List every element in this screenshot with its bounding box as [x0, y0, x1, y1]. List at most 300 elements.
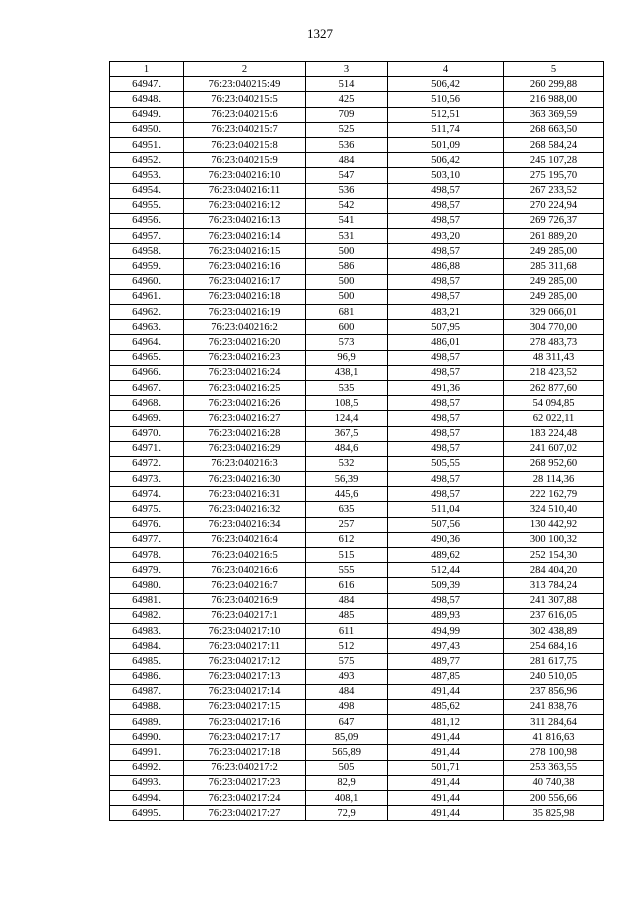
cadastral-number-cell: 76:23:040217:27 — [184, 806, 306, 821]
rate-cell: 491,44 — [388, 806, 504, 821]
value-cell: 40 740,38 — [504, 775, 604, 790]
cadastral-number-cell: 76:23:040216:24 — [184, 365, 306, 380]
cadastral-number-cell: 76:23:040216:5 — [184, 548, 306, 563]
table-row — [110, 107, 604, 122]
area-cell: 56,39 — [306, 472, 388, 487]
rate-cell: 498,57 — [388, 365, 504, 380]
cadastral-number-cell: 76:23:040217:17 — [184, 730, 306, 745]
area-cell: 611 — [306, 623, 388, 638]
area-cell: 512 — [306, 639, 388, 654]
column-header: 2 — [184, 62, 306, 77]
area-cell: 408,1 — [306, 791, 388, 806]
area-cell: 525 — [306, 122, 388, 137]
rate-cell: 507,56 — [388, 517, 504, 532]
rate-cell: 498,57 — [388, 396, 504, 411]
rate-cell: 498,57 — [388, 472, 504, 487]
area-cell: 505 — [306, 760, 388, 775]
rate-cell: 498,57 — [388, 183, 504, 198]
row-number-cell: 64960. — [110, 274, 184, 289]
value-cell: 41 816,63 — [504, 730, 604, 745]
table-row — [110, 244, 604, 259]
rate-cell: 483,21 — [388, 305, 504, 320]
value-cell: 278 100,98 — [504, 745, 604, 760]
cadastral-number-cell: 76:23:040216:6 — [184, 563, 306, 578]
value-cell: 261 889,20 — [504, 229, 604, 244]
table-row — [110, 456, 604, 471]
rate-cell: 511,74 — [388, 122, 504, 137]
table-row — [110, 760, 604, 775]
area-cell: 493 — [306, 669, 388, 684]
rate-cell: 509,39 — [388, 578, 504, 593]
rate-cell: 494,99 — [388, 623, 504, 638]
rate-cell: 498,57 — [388, 213, 504, 228]
value-cell: 249 285,00 — [504, 244, 604, 259]
area-cell: 709 — [306, 107, 388, 122]
area-cell: 108,5 — [306, 396, 388, 411]
column-header: 4 — [388, 62, 504, 77]
table-row — [110, 92, 604, 107]
rate-cell: 498,57 — [388, 593, 504, 608]
value-cell: 329 066,01 — [504, 305, 604, 320]
table-row — [110, 426, 604, 441]
area-cell: 72,9 — [306, 806, 388, 821]
column-header: 3 — [306, 62, 388, 77]
rate-cell: 505,55 — [388, 456, 504, 471]
value-cell: 216 988,00 — [504, 92, 604, 107]
value-cell: 268 663,50 — [504, 122, 604, 137]
area-cell: 531 — [306, 229, 388, 244]
value-cell: 254 684,16 — [504, 639, 604, 654]
row-number-cell: 64975. — [110, 502, 184, 517]
cadastral-number-cell: 76:23:040217:24 — [184, 791, 306, 806]
table-row — [110, 623, 604, 638]
table-row — [110, 472, 604, 487]
rate-cell: 491,44 — [388, 730, 504, 745]
value-cell: 240 510,05 — [504, 669, 604, 684]
value-cell: 284 404,20 — [504, 563, 604, 578]
row-number-cell: 64958. — [110, 244, 184, 259]
area-cell: 547 — [306, 168, 388, 183]
table-row — [110, 213, 604, 228]
cadastral-number-cell: 76:23:040216:34 — [184, 517, 306, 532]
table-row — [110, 77, 604, 92]
cadastral-number-cell: 76:23:040216:15 — [184, 244, 306, 259]
area-cell: 565,89 — [306, 745, 388, 760]
value-cell: 245 107,28 — [504, 153, 604, 168]
row-number-cell: 64970. — [110, 426, 184, 441]
area-cell: 257 — [306, 517, 388, 532]
data-table — [109, 61, 604, 821]
area-cell: 484,6 — [306, 441, 388, 456]
rate-cell: 498,57 — [388, 244, 504, 259]
page-number: 1327 — [307, 26, 333, 41]
row-number-cell: 64982. — [110, 608, 184, 623]
row-number-cell: 64987. — [110, 684, 184, 699]
rate-cell: 491,44 — [388, 745, 504, 760]
rate-cell: 490,36 — [388, 532, 504, 547]
cadastral-number-cell: 76:23:040215:7 — [184, 122, 306, 137]
cadastral-number-cell: 76:23:040216:19 — [184, 305, 306, 320]
area-cell: 500 — [306, 289, 388, 304]
table-row — [110, 259, 604, 274]
area-cell: 536 — [306, 137, 388, 152]
column-header: 5 — [504, 62, 604, 77]
cadastral-number-cell: 76:23:040215:49 — [184, 77, 306, 92]
cadastral-number-cell: 76:23:040216:30 — [184, 472, 306, 487]
row-number-cell: 64947. — [110, 77, 184, 92]
rate-cell: 503,10 — [388, 168, 504, 183]
table-row — [110, 715, 604, 730]
rate-cell: 491,36 — [388, 380, 504, 395]
table-row — [110, 745, 604, 760]
row-number-cell: 64952. — [110, 153, 184, 168]
rate-cell: 498,57 — [388, 274, 504, 289]
table-row — [110, 608, 604, 623]
cadastral-number-cell: 76:23:040217:11 — [184, 639, 306, 654]
cadastral-number-cell: 76:23:040216:7 — [184, 578, 306, 593]
value-cell: 278 483,73 — [504, 335, 604, 350]
value-cell: 252 154,30 — [504, 548, 604, 563]
area-cell: 96,9 — [306, 350, 388, 365]
table-row — [110, 517, 604, 532]
cadastral-number-cell: 76:23:040217:16 — [184, 715, 306, 730]
area-cell: 612 — [306, 532, 388, 547]
area-cell: 500 — [306, 244, 388, 259]
area-cell: 573 — [306, 335, 388, 350]
row-number-cell: 64961. — [110, 289, 184, 304]
row-number-cell: 64953. — [110, 168, 184, 183]
cadastral-number-cell: 76:23:040216:10 — [184, 168, 306, 183]
rate-cell: 481,12 — [388, 715, 504, 730]
value-cell: 130 442,92 — [504, 517, 604, 532]
value-cell: 218 423,52 — [504, 365, 604, 380]
row-number-cell: 64965. — [110, 350, 184, 365]
row-number-cell: 64983. — [110, 623, 184, 638]
table-row — [110, 411, 604, 426]
table-row — [110, 548, 604, 563]
area-cell: 536 — [306, 183, 388, 198]
value-cell: 241 607,02 — [504, 441, 604, 456]
table-row — [110, 365, 604, 380]
row-number-cell: 64990. — [110, 730, 184, 745]
row-number-cell: 64962. — [110, 305, 184, 320]
row-number-cell: 64973. — [110, 472, 184, 487]
rate-cell: 491,44 — [388, 684, 504, 699]
rate-cell: 498,57 — [388, 289, 504, 304]
value-cell: 324 510,40 — [504, 502, 604, 517]
row-number-cell: 64949. — [110, 107, 184, 122]
cadastral-number-cell: 76:23:040217:23 — [184, 775, 306, 790]
table-row — [110, 487, 604, 502]
row-number-cell: 64954. — [110, 183, 184, 198]
table-row — [110, 669, 604, 684]
row-number-cell: 64989. — [110, 715, 184, 730]
area-cell: 635 — [306, 502, 388, 517]
table-row — [110, 274, 604, 289]
area-cell: 600 — [306, 320, 388, 335]
cadastral-number-cell: 76:23:040216:14 — [184, 229, 306, 244]
row-number-cell: 64959. — [110, 259, 184, 274]
value-cell: 249 285,00 — [504, 274, 604, 289]
rate-cell: 507,95 — [388, 320, 504, 335]
rate-cell: 498,57 — [388, 426, 504, 441]
cadastral-number-cell: 76:23:040216:17 — [184, 274, 306, 289]
row-number-cell: 64986. — [110, 669, 184, 684]
value-cell: 300 100,32 — [504, 532, 604, 547]
area-cell: 681 — [306, 305, 388, 320]
value-cell: 260 299,88 — [504, 77, 604, 92]
table-row — [110, 699, 604, 714]
area-cell: 575 — [306, 654, 388, 669]
rate-cell: 491,44 — [388, 791, 504, 806]
value-cell: 270 224,94 — [504, 198, 604, 213]
cadastral-number-cell: 76:23:040216:23 — [184, 350, 306, 365]
value-cell: 304 770,00 — [504, 320, 604, 335]
area-cell: 542 — [306, 198, 388, 213]
cadastral-number-cell: 76:23:040216:20 — [184, 335, 306, 350]
rate-cell: 497,43 — [388, 639, 504, 654]
table-row — [110, 730, 604, 745]
table-row — [110, 122, 604, 137]
area-cell: 514 — [306, 77, 388, 92]
area-cell: 532 — [306, 456, 388, 471]
value-cell: 281 617,75 — [504, 654, 604, 669]
area-cell: 541 — [306, 213, 388, 228]
cadastral-number-cell: 76:23:040216:11 — [184, 183, 306, 198]
area-cell: 647 — [306, 715, 388, 730]
value-cell: 311 284,64 — [504, 715, 604, 730]
value-cell: 237 856,96 — [504, 684, 604, 699]
area-cell: 484 — [306, 684, 388, 699]
table-row — [110, 791, 604, 806]
row-number-cell: 64977. — [110, 532, 184, 547]
row-number-cell: 64976. — [110, 517, 184, 532]
value-cell: 268 952,60 — [504, 456, 604, 471]
cadastral-number-cell: 76:23:040216:4 — [184, 532, 306, 547]
row-number-cell: 64951. — [110, 137, 184, 152]
table-row — [110, 320, 604, 335]
rate-cell: 510,56 — [388, 92, 504, 107]
rate-cell: 498,57 — [388, 441, 504, 456]
rate-cell: 498,57 — [388, 198, 504, 213]
area-cell: 586 — [306, 259, 388, 274]
cadastral-number-cell: 76:23:040216:26 — [184, 396, 306, 411]
row-number-cell: 64957. — [110, 229, 184, 244]
row-number-cell: 64978. — [110, 548, 184, 563]
row-number-cell: 64969. — [110, 411, 184, 426]
table-row — [110, 684, 604, 699]
area-cell: 555 — [306, 563, 388, 578]
table-row — [110, 806, 604, 821]
row-number-cell: 64984. — [110, 639, 184, 654]
cadastral-number-cell: 76:23:040216:16 — [184, 259, 306, 274]
area-cell: 367,5 — [306, 426, 388, 441]
row-number-cell: 64992. — [110, 760, 184, 775]
cadastral-number-cell: 76:23:040216:27 — [184, 411, 306, 426]
area-cell: 85,09 — [306, 730, 388, 745]
area-cell: 485 — [306, 608, 388, 623]
rate-cell: 506,42 — [388, 77, 504, 92]
cadastral-number-cell: 76:23:040215:6 — [184, 107, 306, 122]
table-row — [110, 593, 604, 608]
rate-cell: 493,20 — [388, 229, 504, 244]
table-row — [110, 198, 604, 213]
table-row — [110, 168, 604, 183]
row-number-cell: 64995. — [110, 806, 184, 821]
rate-cell: 506,42 — [388, 153, 504, 168]
cadastral-number-cell: 76:23:040216:13 — [184, 213, 306, 228]
cadastral-number-cell: 76:23:040216:18 — [184, 289, 306, 304]
cadastral-number-cell: 76:23:040216:28 — [184, 426, 306, 441]
table-row — [110, 639, 604, 654]
value-cell: 241 838,76 — [504, 699, 604, 714]
row-number-cell: 64974. — [110, 487, 184, 502]
value-cell: 268 584,24 — [504, 137, 604, 152]
table-row — [110, 396, 604, 411]
value-cell: 363 369,59 — [504, 107, 604, 122]
row-number-cell: 64985. — [110, 654, 184, 669]
value-cell: 249 285,00 — [504, 289, 604, 304]
rate-cell: 501,71 — [388, 760, 504, 775]
table-row — [110, 350, 604, 365]
area-cell: 445,6 — [306, 487, 388, 502]
table-row — [110, 441, 604, 456]
value-cell: 313 784,24 — [504, 578, 604, 593]
rate-cell: 512,51 — [388, 107, 504, 122]
table-row — [110, 502, 604, 517]
row-number-cell: 64967. — [110, 380, 184, 395]
row-number-cell: 64964. — [110, 335, 184, 350]
rate-cell: 489,77 — [388, 654, 504, 669]
rate-cell: 486,88 — [388, 259, 504, 274]
value-cell: 241 307,88 — [504, 593, 604, 608]
row-number-cell: 64994. — [110, 791, 184, 806]
table-body — [110, 77, 604, 821]
table-row — [110, 654, 604, 669]
table-row — [110, 775, 604, 790]
area-cell: 515 — [306, 548, 388, 563]
area-cell: 438,1 — [306, 365, 388, 380]
cadastral-number-cell: 76:23:040215:9 — [184, 153, 306, 168]
area-cell: 498 — [306, 699, 388, 714]
cadastral-number-cell: 76:23:040217:2 — [184, 760, 306, 775]
area-cell: 616 — [306, 578, 388, 593]
table-row — [110, 183, 604, 198]
cadastral-number-cell: 76:23:040216:25 — [184, 380, 306, 395]
cadastral-number-cell: 76:23:040216:29 — [184, 441, 306, 456]
cadastral-number-cell: 76:23:040217:15 — [184, 699, 306, 714]
row-number-cell: 64972. — [110, 456, 184, 471]
value-cell: 200 556,66 — [504, 791, 604, 806]
area-cell: 124,4 — [306, 411, 388, 426]
row-number-cell: 64981. — [110, 593, 184, 608]
cadastral-number-cell: 76:23:040216:9 — [184, 593, 306, 608]
row-number-cell: 64980. — [110, 578, 184, 593]
row-number-cell: 64988. — [110, 699, 184, 714]
rate-cell: 498,57 — [388, 487, 504, 502]
cadastral-number-cell: 76:23:040216:32 — [184, 502, 306, 517]
table-row — [110, 153, 604, 168]
cadastral-number-cell: 76:23:040217:1 — [184, 608, 306, 623]
value-cell: 269 726,37 — [504, 213, 604, 228]
rate-cell: 485,62 — [388, 699, 504, 714]
row-number-cell: 64993. — [110, 775, 184, 790]
cadastral-number-cell: 76:23:040216:2 — [184, 320, 306, 335]
value-cell: 48 311,43 — [504, 350, 604, 365]
rate-cell: 512,44 — [388, 563, 504, 578]
value-cell: 237 616,05 — [504, 608, 604, 623]
value-cell: 222 162,79 — [504, 487, 604, 502]
rate-cell: 501,09 — [388, 137, 504, 152]
value-cell: 35 825,98 — [504, 806, 604, 821]
table-row — [110, 229, 604, 244]
value-cell: 253 363,55 — [504, 760, 604, 775]
value-cell: 62 022,11 — [504, 411, 604, 426]
value-cell: 54 094,85 — [504, 396, 604, 411]
area-cell: 535 — [306, 380, 388, 395]
rate-cell: 511,04 — [388, 502, 504, 517]
cadastral-number-cell: 76:23:040217:12 — [184, 654, 306, 669]
value-cell: 267 233,52 — [504, 183, 604, 198]
row-number-cell: 64956. — [110, 213, 184, 228]
table-row — [110, 380, 604, 395]
table-row — [110, 578, 604, 593]
row-number-cell: 64966. — [110, 365, 184, 380]
cadastral-number-cell: 76:23:040215:8 — [184, 137, 306, 152]
rate-cell: 489,93 — [388, 608, 504, 623]
area-cell: 425 — [306, 92, 388, 107]
area-cell: 82,9 — [306, 775, 388, 790]
value-cell: 285 311,68 — [504, 259, 604, 274]
table-header-row — [110, 62, 604, 77]
cadastral-number-cell: 76:23:040215:5 — [184, 92, 306, 107]
cadastral-number-cell: 76:23:040216:3 — [184, 456, 306, 471]
table-row — [110, 137, 604, 152]
table-row — [110, 289, 604, 304]
area-cell: 484 — [306, 153, 388, 168]
cadastral-number-cell: 76:23:040216:31 — [184, 487, 306, 502]
table-row — [110, 563, 604, 578]
table-row — [110, 335, 604, 350]
rate-cell: 498,57 — [388, 411, 504, 426]
rate-cell: 491,44 — [388, 775, 504, 790]
value-cell: 262 877,60 — [504, 380, 604, 395]
row-number-cell: 64963. — [110, 320, 184, 335]
cadastral-number-cell: 76:23:040217:10 — [184, 623, 306, 638]
value-cell: 183 224,48 — [504, 426, 604, 441]
cadastral-number-cell: 76:23:040216:12 — [184, 198, 306, 213]
row-number-cell: 64948. — [110, 92, 184, 107]
column-header: 1 — [110, 62, 184, 77]
cadastral-number-cell: 76:23:040217:13 — [184, 669, 306, 684]
value-cell: 302 438,89 — [504, 623, 604, 638]
table-row — [110, 532, 604, 547]
row-number-cell: 64991. — [110, 745, 184, 760]
row-number-cell: 64979. — [110, 563, 184, 578]
table-row — [110, 305, 604, 320]
cadastral-number-cell: 76:23:040217:18 — [184, 745, 306, 760]
value-cell: 28 114,36 — [504, 472, 604, 487]
rate-cell: 489,62 — [388, 548, 504, 563]
row-number-cell: 64971. — [110, 441, 184, 456]
rate-cell: 486,01 — [388, 335, 504, 350]
cadastral-number-cell: 76:23:040217:14 — [184, 684, 306, 699]
row-number-cell: 64955. — [110, 198, 184, 213]
area-cell: 500 — [306, 274, 388, 289]
row-number-cell: 64950. — [110, 122, 184, 137]
area-cell: 484 — [306, 593, 388, 608]
rate-cell: 498,57 — [388, 350, 504, 365]
